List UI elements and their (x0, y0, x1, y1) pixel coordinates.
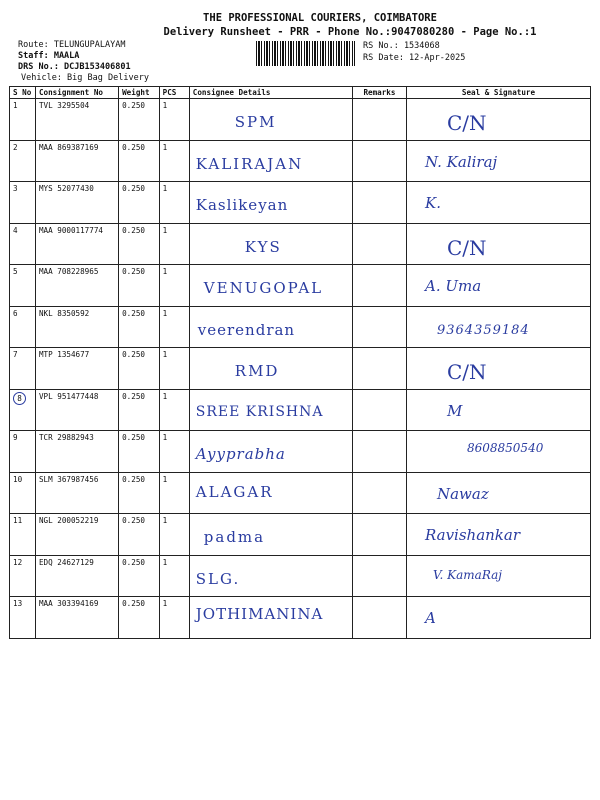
cell-sno (10, 389, 36, 431)
consignee-handwriting: Ayyprabha (195, 445, 286, 463)
table-row (10, 265, 591, 307)
cell-pcs: 1 (159, 389, 189, 431)
header-weight: Weight (119, 87, 160, 99)
cell-remarks (352, 99, 406, 141)
cell-consignment: MYS 52077430 (35, 182, 118, 224)
cell-consignee (189, 472, 352, 514)
cell-sno: 9 (10, 431, 36, 473)
table-row (10, 431, 591, 473)
cell-signature (406, 555, 590, 597)
circled-row-number: 8 (13, 392, 26, 405)
cell-sno: 1 (10, 99, 36, 141)
rs-number: RS No.: 1534068 (363, 41, 440, 51)
signature-handwriting: N. Kaliraj (424, 152, 498, 171)
signature-handwriting: Nawaz (436, 484, 489, 503)
cell-signature (406, 223, 590, 265)
cell-pcs: 1 (159, 514, 189, 556)
consignee-handwriting: veerendran (197, 320, 296, 339)
cell-remarks (352, 223, 406, 265)
table-row (10, 389, 591, 431)
cell-signature (406, 389, 590, 431)
cell-consignment: EDQ 24627129 (35, 555, 118, 597)
cell-pcs: 1 (159, 348, 189, 390)
signature-handwriting: A (424, 609, 436, 627)
cell-pcs: 1 (159, 472, 189, 514)
consignee-handwriting: VENUGOPAL (203, 279, 324, 297)
signature-handwriting: C/N (446, 360, 487, 384)
cell-remarks (352, 555, 406, 597)
cell-remarks (352, 348, 406, 390)
consignee-handwriting: SPM (234, 113, 277, 131)
cell-pcs: 1 (159, 306, 189, 348)
cell-consignment: MAA 869387169 (35, 140, 118, 182)
signature-handwriting: C/N (446, 111, 487, 135)
vehicle-label: Vehicle: Big Bag Delivery (21, 73, 149, 83)
staff-label: Staff: MAALA (18, 51, 80, 61)
signature-handwriting: M (446, 401, 463, 420)
cell-remarks (352, 514, 406, 556)
cell-signature (406, 431, 590, 473)
consignee-handwriting: ALAGAR (195, 482, 274, 501)
table-row (10, 223, 591, 265)
cell-signature (406, 348, 590, 390)
cell-remarks (352, 431, 406, 473)
consignee-handwriting: KALIRAJAN (195, 154, 304, 173)
cell-signature (406, 99, 590, 141)
cell-weight: 0.250 (119, 99, 160, 141)
table-row (10, 348, 591, 390)
cell-sno: 13 (10, 597, 36, 639)
signature-handwriting: K. (424, 194, 441, 212)
header-remarks: Remarks (352, 87, 406, 99)
cell-weight: 0.250 (119, 555, 160, 597)
signature-handwriting: 9364359184 (436, 322, 530, 338)
cell-pcs: 1 (159, 597, 189, 639)
company-name: THE PROFESSIONAL COURIERS, COIMBATORE (203, 12, 437, 24)
header-signature: Seal & Signature (406, 87, 590, 99)
consignee-handwriting: JOTHIMANINA (195, 605, 324, 623)
cell-pcs: 1 (159, 555, 189, 597)
cell-signature (406, 597, 590, 639)
header-pcs: PCS (159, 87, 189, 99)
cell-remarks (352, 182, 406, 224)
cell-consignee (189, 140, 352, 182)
cell-pcs: 1 (159, 99, 189, 141)
cell-consignment: NKL 8350592 (35, 306, 118, 348)
consignee-handwriting: KYS (244, 237, 282, 256)
header-consignee: Consignee Details (189, 87, 352, 99)
consignee-handwriting: Kaslikeyan (195, 196, 289, 214)
cell-weight: 0.250 (119, 348, 160, 390)
cell-pcs: 1 (159, 223, 189, 265)
cell-sno: 3 (10, 182, 36, 224)
cell-consignment: MTP 1354677 (35, 348, 118, 390)
runsheet-subtitle: Delivery Runsheet - PRR - Phone No.:9047080280 - Page No.:1 (163, 26, 537, 38)
cell-consignment: MAA 708228965 (35, 265, 118, 307)
cell-pcs: 1 (159, 431, 189, 473)
cell-consignee (189, 223, 352, 265)
cell-sno: 7 (10, 348, 36, 390)
cell-consignee (189, 514, 352, 556)
barcode (256, 41, 355, 66)
cell-consignee (189, 99, 352, 141)
consignee-handwriting: padma (203, 528, 266, 546)
cell-remarks (352, 265, 406, 307)
table-row (10, 472, 591, 514)
cell-consignment: SLM 367987456 (35, 472, 118, 514)
cell-consignee (189, 555, 352, 597)
cell-remarks (352, 306, 406, 348)
cell-consignee (189, 597, 352, 639)
cell-weight: 0.250 (119, 265, 160, 307)
table-row (10, 140, 591, 182)
cell-weight: 0.250 (119, 140, 160, 182)
table-row (10, 99, 591, 141)
table-row (10, 597, 591, 639)
runsheet-table (9, 86, 591, 639)
cell-consignment: TCR 29882943 (35, 431, 118, 473)
cell-pcs: 1 (159, 140, 189, 182)
cell-consignment: NGL 200052219 (35, 514, 118, 556)
cell-weight: 0.250 (119, 597, 160, 639)
cell-weight: 0.250 (119, 306, 160, 348)
cell-weight: 0.250 (119, 431, 160, 473)
table-row (10, 514, 591, 556)
cell-signature (406, 514, 590, 556)
signature-handwriting: Ravishankar (424, 526, 521, 544)
header-sno: S No (10, 87, 36, 99)
cell-signature (406, 306, 590, 348)
signature-handwriting: V. KamaRaj (432, 567, 503, 582)
cell-consignee (189, 431, 352, 473)
cell-weight: 0.250 (119, 182, 160, 224)
signature-handwriting: A. Uma (424, 277, 482, 295)
cell-remarks (352, 140, 406, 182)
cell-sno: 5 (10, 265, 36, 307)
cell-consignee (189, 182, 352, 224)
cell-sno: 12 (10, 555, 36, 597)
cell-pcs: 1 (159, 182, 189, 224)
drs-label: DRS No.: DCJB153406801 (18, 62, 131, 72)
table-row (10, 555, 591, 597)
cell-consignment: MAA 303394169 (35, 597, 118, 639)
cell-consignee (189, 348, 352, 390)
consignee-handwriting: RMD (234, 362, 280, 380)
consignee-handwriting: SLG. (195, 569, 241, 588)
cell-signature (406, 265, 590, 307)
cell-weight: 0.250 (119, 223, 160, 265)
table-row (10, 306, 591, 348)
cell-consignment: VPL 951477448 (35, 389, 118, 431)
cell-weight: 0.250 (119, 514, 160, 556)
cell-consignee (189, 306, 352, 348)
table-header-row (10, 87, 591, 99)
cell-pcs: 1 (159, 265, 189, 307)
cell-sno: 6 (10, 306, 36, 348)
cell-signature (406, 472, 590, 514)
cell-consignment: TVL 3295504 (35, 99, 118, 141)
cell-sno: 4 (10, 223, 36, 265)
cell-sno: 2 (10, 140, 36, 182)
cell-remarks (352, 597, 406, 639)
rs-date: RS Date: 12-Apr-2025 (363, 53, 466, 63)
table-row (10, 182, 591, 224)
cell-weight: 0.250 (119, 472, 160, 514)
cell-signature (406, 140, 590, 182)
route-label: Route: TELUNGUPALAYAM (18, 40, 126, 50)
cell-remarks (352, 389, 406, 431)
cell-weight: 0.250 (119, 389, 160, 431)
cell-sno: 10 (10, 472, 36, 514)
signature-handwriting: C/N (446, 235, 487, 260)
cell-signature (406, 182, 590, 224)
consignee-handwriting: SREE KRISHNA (195, 403, 324, 420)
cell-sno: 11 (10, 514, 36, 556)
header-consignment: Consignment No (35, 87, 118, 99)
cell-consignee (189, 389, 352, 431)
cell-consignee (189, 265, 352, 307)
signature-handwriting: 8608850540 (466, 441, 544, 455)
cell-consignment: MAA 9000117774 (35, 223, 118, 265)
cell-remarks (352, 472, 406, 514)
